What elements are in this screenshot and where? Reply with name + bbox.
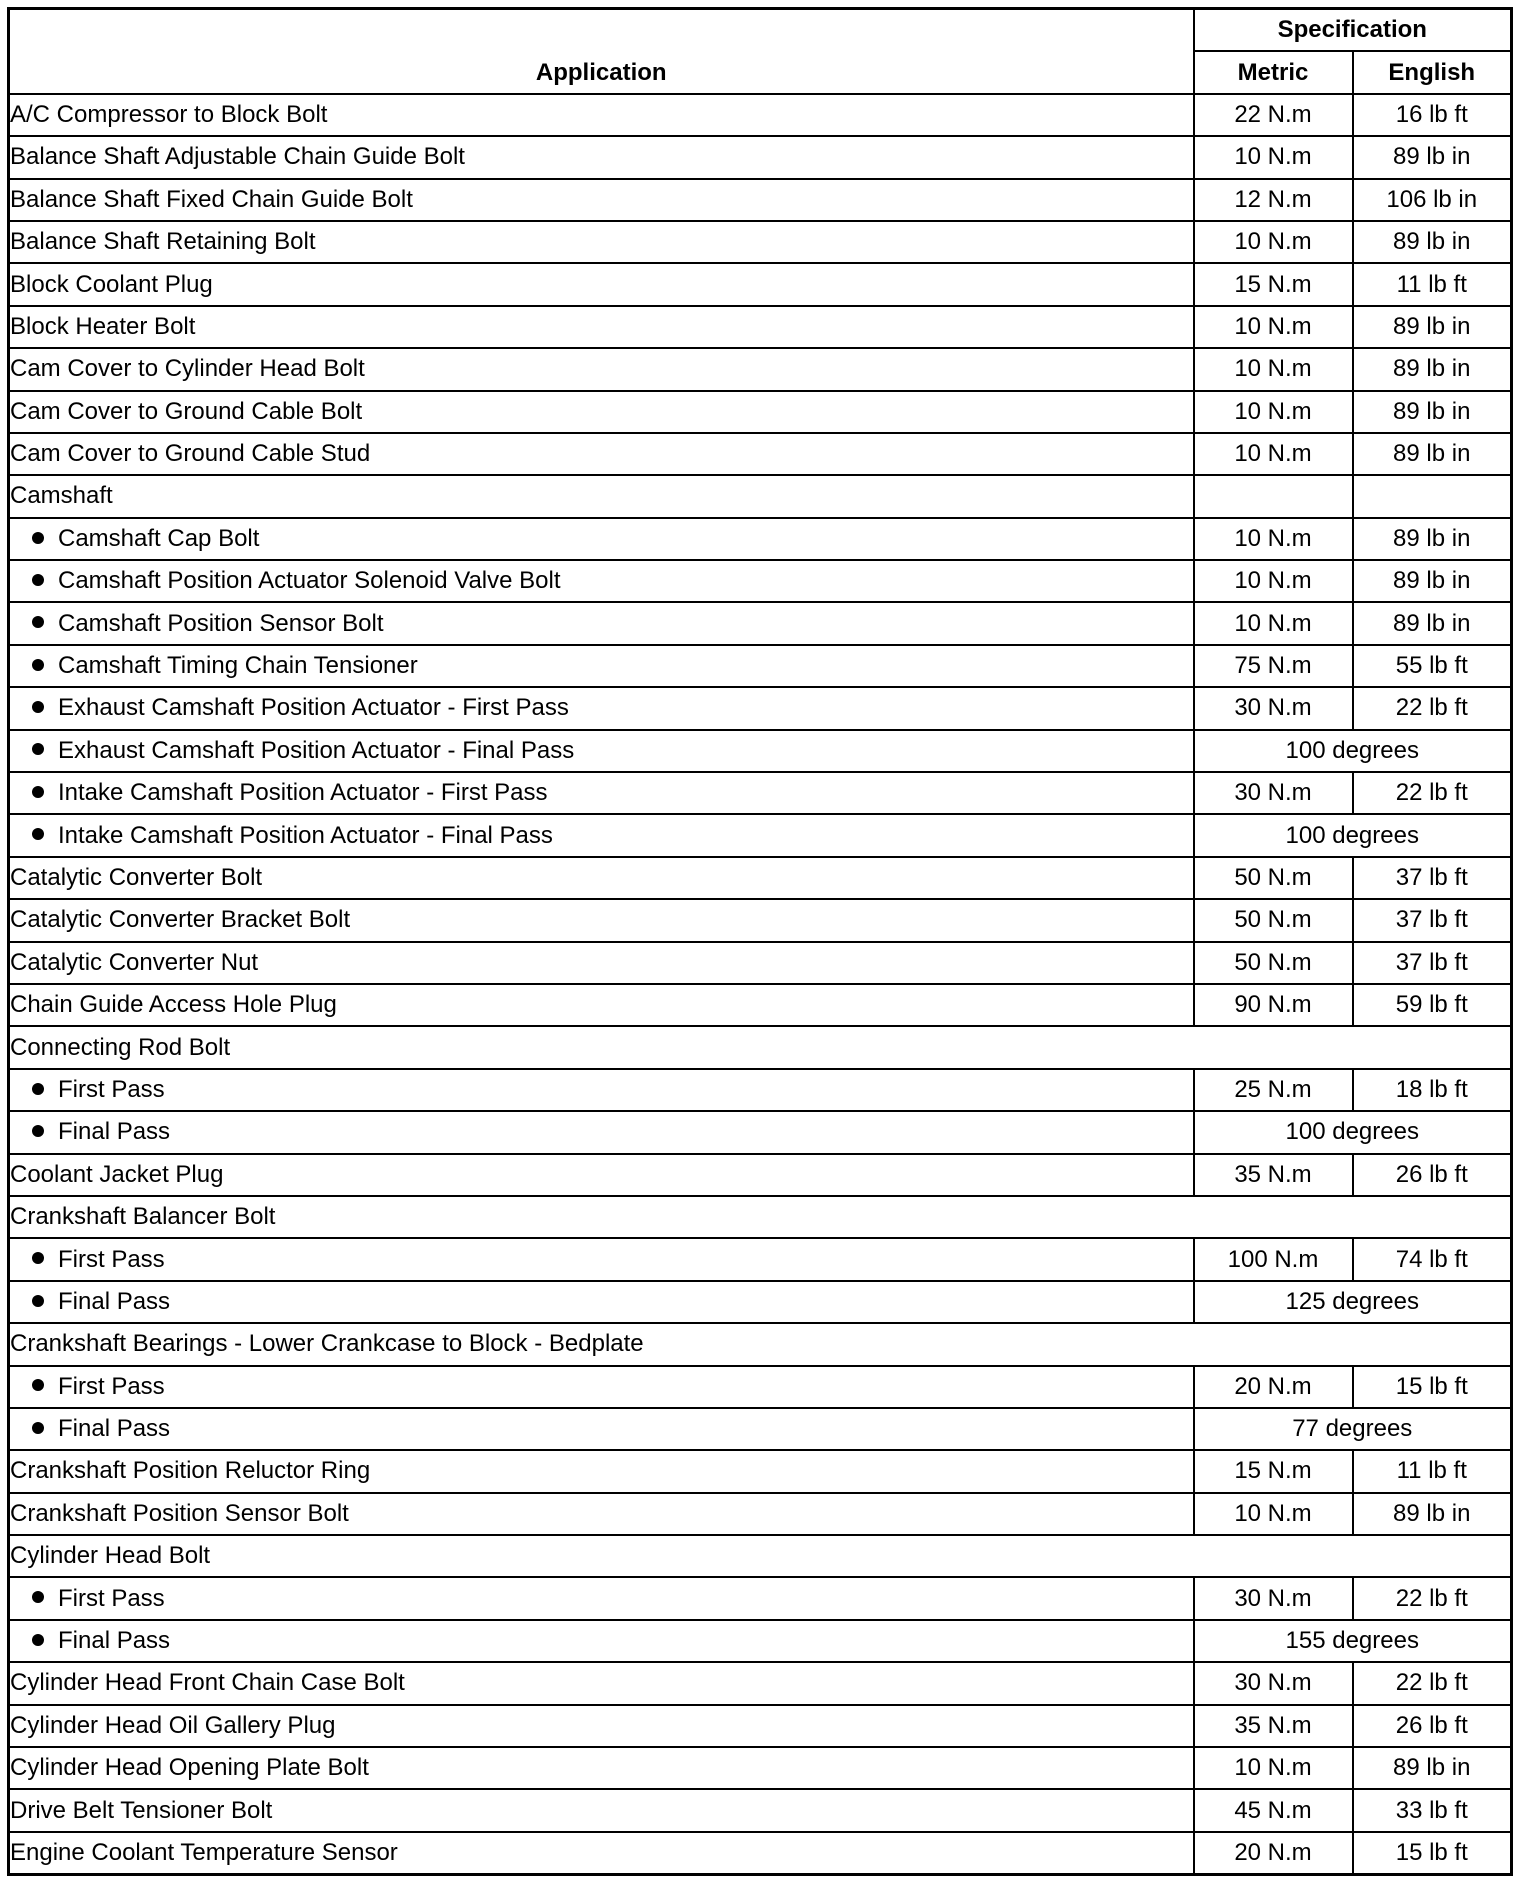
application-label: Camshaft Position Sensor Bolt xyxy=(58,609,384,637)
application-label: First Pass xyxy=(58,1372,165,1400)
metric-cell: 15 N.m xyxy=(1194,1450,1353,1492)
metric-cell: 30 N.m xyxy=(1194,687,1353,729)
application-label: Camshaft Position Actuator Solenoid Valve Bolt xyxy=(58,567,561,595)
application-label: Cylinder Head Opening Plate Bolt xyxy=(10,1754,369,1782)
application-label: Chain Guide Access Hole Plug xyxy=(10,991,337,1019)
application-cell xyxy=(9,899,1194,941)
application-label: Engine Coolant Temperature Sensor xyxy=(10,1838,398,1866)
specification-header: Specification xyxy=(1194,9,1512,52)
application-cell xyxy=(9,984,1194,1026)
table-body xyxy=(9,94,1512,1875)
table-row xyxy=(9,1154,1512,1196)
application-label: Crankshaft Position Reluctor Ring xyxy=(10,1457,371,1485)
metric-cell: 50 N.m xyxy=(1194,899,1353,941)
table-row xyxy=(9,1111,1512,1153)
table-row xyxy=(9,1577,1512,1619)
metric-cell: 45 N.m xyxy=(1194,1789,1353,1831)
application-cell xyxy=(9,1069,1194,1111)
english-cell: 22 lb ft xyxy=(1353,1662,1512,1704)
torque-spec-table xyxy=(7,7,1513,1876)
application-label: A/C Compressor to Block Bolt xyxy=(10,100,328,128)
metric-cell: 25 N.m xyxy=(1194,1069,1353,1111)
application-label: Balance Shaft Fixed Chain Guide Bolt xyxy=(10,185,413,213)
table-row xyxy=(9,391,1512,433)
table-row xyxy=(9,560,1512,602)
metric-cell: 30 N.m xyxy=(1194,772,1353,814)
table-row xyxy=(9,1493,1512,1535)
application-label: Camshaft Cap Bolt xyxy=(58,524,260,552)
application-label: Cam Cover to Cylinder Head Bolt xyxy=(10,355,365,383)
table-row xyxy=(9,306,1512,348)
application-cell xyxy=(9,942,1194,984)
application-label: Block Heater Bolt xyxy=(10,312,196,340)
english-cell: 89 lb in xyxy=(1353,518,1512,560)
table-row xyxy=(9,730,1512,772)
english-cell: 18 lb ft xyxy=(1353,1069,1512,1111)
bullet-icon xyxy=(32,743,44,755)
application-label: Camshaft xyxy=(10,482,113,510)
bullet-icon xyxy=(32,532,44,544)
english-cell: 89 lb in xyxy=(1353,1493,1512,1535)
english-cell: 89 lb in xyxy=(1353,306,1512,348)
bullet-icon xyxy=(32,1591,44,1603)
application-label: Crankshaft Balancer Bolt xyxy=(10,1203,276,1231)
combined-spec-cell: 77 degrees xyxy=(1194,1408,1512,1450)
combined-spec-cell: 125 degrees xyxy=(1194,1281,1512,1323)
bullet-icon xyxy=(32,659,44,671)
application-label: Balance Shaft Adjustable Chain Guide Bolt xyxy=(10,143,465,171)
application-label: First Pass xyxy=(58,1245,165,1273)
application-label: Intake Camshaft Position Actuator - Final Pass xyxy=(58,821,553,849)
metric-cell: 10 N.m xyxy=(1194,518,1353,560)
metric-cell: 10 N.m xyxy=(1194,136,1353,178)
application-cell xyxy=(9,1026,1512,1068)
metric-cell: 35 N.m xyxy=(1194,1154,1353,1196)
table-row xyxy=(9,518,1512,560)
bullet-icon xyxy=(32,574,44,586)
application-cell xyxy=(9,391,1194,433)
application-cell xyxy=(9,1238,1194,1280)
bullet-icon xyxy=(32,1379,44,1391)
application-cell xyxy=(9,1408,1194,1450)
english-cell: 37 lb ft xyxy=(1353,857,1512,899)
metric-cell: 10 N.m xyxy=(1194,1747,1353,1789)
bullet-icon xyxy=(32,1083,44,1095)
table-row xyxy=(9,1323,1512,1365)
application-cell xyxy=(9,475,1194,517)
table-row xyxy=(9,602,1512,644)
english-cell: 26 lb ft xyxy=(1353,1705,1512,1747)
english-cell: 89 lb in xyxy=(1353,1747,1512,1789)
table-row xyxy=(9,1832,1512,1875)
metric-cell: 20 N.m xyxy=(1194,1366,1353,1408)
application-label: Cylinder Head Front Chain Case Bolt xyxy=(10,1669,405,1697)
table-header xyxy=(9,9,1512,94)
english-cell: 89 lb in xyxy=(1353,602,1512,644)
application-label: Cylinder Head Oil Gallery Plug xyxy=(10,1711,336,1739)
application-label: Coolant Jacket Plug xyxy=(10,1160,224,1188)
application-label: First Pass xyxy=(58,1075,165,1103)
application-cell xyxy=(9,1493,1194,1535)
english-cell: 106 lb in xyxy=(1353,179,1512,221)
metric-cell: 50 N.m xyxy=(1194,857,1353,899)
metric-cell: 10 N.m xyxy=(1194,348,1353,390)
table-row xyxy=(9,899,1512,941)
english-cell: 74 lb ft xyxy=(1353,1238,1512,1280)
application-label: Exhaust Camshaft Position Actuator - Final Pass xyxy=(58,736,575,764)
english-cell: 89 lb in xyxy=(1353,348,1512,390)
application-cell xyxy=(9,857,1194,899)
application-cell xyxy=(9,1577,1194,1619)
application-cell xyxy=(9,433,1194,475)
metric-cell: 20 N.m xyxy=(1194,1832,1353,1875)
metric-cell: 12 N.m xyxy=(1194,179,1353,221)
table-row xyxy=(9,772,1512,814)
application-cell xyxy=(9,645,1194,687)
bullet-icon xyxy=(32,1125,44,1137)
application-label: Cam Cover to Ground Cable Bolt xyxy=(10,397,363,425)
table-row xyxy=(9,263,1512,305)
application-label: Cylinder Head Bolt xyxy=(10,1542,211,1570)
application-cell xyxy=(9,814,1194,856)
english-cell: 89 lb in xyxy=(1353,433,1512,475)
table-row xyxy=(9,814,1512,856)
metric-cell: 30 N.m xyxy=(1194,1662,1353,1704)
combined-spec-cell: 100 degrees xyxy=(1194,730,1512,772)
header-row xyxy=(9,9,1512,52)
table-row xyxy=(9,1408,1512,1450)
application-cell xyxy=(9,772,1194,814)
application-label: Catalytic Converter Nut xyxy=(10,948,259,976)
application-label: Final Pass xyxy=(58,1287,171,1315)
application-label: Drive Belt Tensioner Bolt xyxy=(10,1796,273,1824)
application-label: Final Pass xyxy=(58,1415,171,1443)
table-row xyxy=(9,1450,1512,1492)
english-cell: 37 lb ft xyxy=(1353,942,1512,984)
application-cell xyxy=(9,1832,1194,1875)
application-cell xyxy=(9,1323,1512,1365)
table-row xyxy=(9,1662,1512,1704)
metric-cell: 10 N.m xyxy=(1194,306,1353,348)
metric-cell: 10 N.m xyxy=(1194,391,1353,433)
application-cell xyxy=(9,1196,1512,1238)
bullet-icon xyxy=(32,786,44,798)
metric-cell: 30 N.m xyxy=(1194,1577,1353,1619)
application-label: Catalytic Converter Bracket Bolt xyxy=(10,906,351,934)
application-cell xyxy=(9,730,1194,772)
application-cell xyxy=(9,1111,1194,1153)
english-cell: 55 lb ft xyxy=(1353,645,1512,687)
metric-cell: 50 N.m xyxy=(1194,942,1353,984)
application-cell xyxy=(9,348,1194,390)
application-label: Camshaft Timing Chain Tensioner xyxy=(58,652,418,680)
application-cell xyxy=(9,94,1194,136)
application-label: Exhaust Camshaft Position Actuator - First Pass xyxy=(58,694,569,722)
application-label: Crankshaft Position Sensor Bolt xyxy=(10,1499,349,1527)
english-cell: 22 lb ft xyxy=(1353,687,1512,729)
table-row xyxy=(9,1026,1512,1068)
metric-cell: 75 N.m xyxy=(1194,645,1353,687)
english-cell: 11 lb ft xyxy=(1353,263,1512,305)
application-cell xyxy=(9,179,1194,221)
english-cell: 15 lb ft xyxy=(1353,1832,1512,1875)
metric-cell: 35 N.m xyxy=(1194,1705,1353,1747)
table-row xyxy=(9,221,1512,263)
metric-cell: 10 N.m xyxy=(1194,1493,1353,1535)
metric-cell: 10 N.m xyxy=(1194,560,1353,602)
application-cell xyxy=(9,1154,1194,1196)
application-label: First Pass xyxy=(58,1584,165,1612)
bullet-icon xyxy=(32,1252,44,1264)
application-cell xyxy=(9,1620,1194,1662)
application-cell xyxy=(9,1450,1194,1492)
english-cell: 89 lb in xyxy=(1353,221,1512,263)
table-row xyxy=(9,475,1512,517)
metric-cell: 100 N.m xyxy=(1194,1238,1353,1280)
metric-cell: 22 N.m xyxy=(1194,94,1353,136)
application-label: Intake Camshaft Position Actuator - First Pass xyxy=(58,779,548,807)
application-label: Balance Shaft Retaining Bolt xyxy=(10,228,316,256)
table-row xyxy=(9,1705,1512,1747)
english-cell: 22 lb ft xyxy=(1353,1577,1512,1619)
table-row xyxy=(9,645,1512,687)
application-label: Crankshaft Bearings - Lower Crankcase to Block - Bedplate xyxy=(10,1330,644,1358)
table-row xyxy=(9,1069,1512,1111)
application-cell xyxy=(9,306,1194,348)
english-cell xyxy=(1353,475,1512,517)
application-cell xyxy=(9,263,1194,305)
table-row xyxy=(9,1238,1512,1280)
english-cell: 22 lb ft xyxy=(1353,772,1512,814)
combined-spec-cell: 100 degrees xyxy=(1194,1111,1512,1153)
application-cell xyxy=(9,221,1194,263)
metric-cell xyxy=(1194,475,1353,517)
table-row xyxy=(9,942,1512,984)
application-label: Catalytic Converter Bolt xyxy=(10,864,263,891)
application-cell xyxy=(9,687,1194,729)
application-cell xyxy=(9,1281,1194,1323)
bullet-icon xyxy=(32,701,44,713)
bullet-icon xyxy=(32,1422,44,1434)
english-cell: 59 lb ft xyxy=(1353,984,1512,1026)
bullet-icon xyxy=(32,1634,44,1646)
application-cell xyxy=(9,1747,1194,1789)
metric-cell: 10 N.m xyxy=(1194,602,1353,644)
english-cell: 26 lb ft xyxy=(1353,1154,1512,1196)
application-label: Cam Cover to Ground Cable Stud xyxy=(10,440,371,468)
combined-spec-cell: 100 degrees xyxy=(1194,814,1512,856)
application-cell xyxy=(9,602,1194,644)
combined-spec-cell: 155 degrees xyxy=(1194,1620,1512,1662)
table-row xyxy=(9,136,1512,178)
application-cell xyxy=(9,518,1194,560)
bullet-icon xyxy=(32,616,44,628)
metric-header: Metric xyxy=(1194,51,1353,93)
table-row xyxy=(9,1620,1512,1662)
english-cell: 89 lb in xyxy=(1353,391,1512,433)
table-row xyxy=(9,984,1512,1026)
bullet-icon xyxy=(32,828,44,840)
table-row xyxy=(9,1789,1512,1831)
english-cell: 89 lb in xyxy=(1353,136,1512,178)
metric-cell: 10 N.m xyxy=(1194,433,1353,475)
english-cell: 89 lb in xyxy=(1353,560,1512,602)
application-cell xyxy=(9,1789,1194,1831)
table-row xyxy=(9,857,1512,899)
application-header: Application xyxy=(9,9,1194,94)
metric-cell: 90 N.m xyxy=(1194,984,1353,1026)
table-row xyxy=(9,687,1512,729)
english-cell: 37 lb ft xyxy=(1353,899,1512,941)
bullet-icon xyxy=(32,1295,44,1307)
table-row xyxy=(9,433,1512,475)
english-cell: 15 lb ft xyxy=(1353,1366,1512,1408)
application-label: Connecting Rod Bolt xyxy=(10,1033,231,1061)
table-row xyxy=(9,94,1512,136)
application-cell xyxy=(9,1535,1512,1577)
metric-cell: 10 N.m xyxy=(1194,221,1353,263)
application-label: Final Pass xyxy=(58,1627,171,1655)
table-row xyxy=(9,1196,1512,1238)
table-row xyxy=(9,1535,1512,1577)
table-row xyxy=(9,1281,1512,1323)
english-cell: 11 lb ft xyxy=(1353,1450,1512,1492)
application-cell xyxy=(9,1705,1194,1747)
english-header: English xyxy=(1353,51,1512,93)
application-label: Block Coolant Plug xyxy=(10,270,213,298)
metric-cell: 15 N.m xyxy=(1194,263,1353,305)
english-cell: 33 lb ft xyxy=(1353,1789,1512,1831)
application-cell xyxy=(9,1366,1194,1408)
table-row xyxy=(9,179,1512,221)
application-cell xyxy=(9,1662,1194,1704)
table-row xyxy=(9,348,1512,390)
application-cell xyxy=(9,560,1194,602)
table-row xyxy=(9,1366,1512,1408)
english-cell: 16 lb ft xyxy=(1353,94,1512,136)
application-cell xyxy=(9,136,1194,178)
application-label: Final Pass xyxy=(58,1118,171,1146)
table-row xyxy=(9,1747,1512,1789)
